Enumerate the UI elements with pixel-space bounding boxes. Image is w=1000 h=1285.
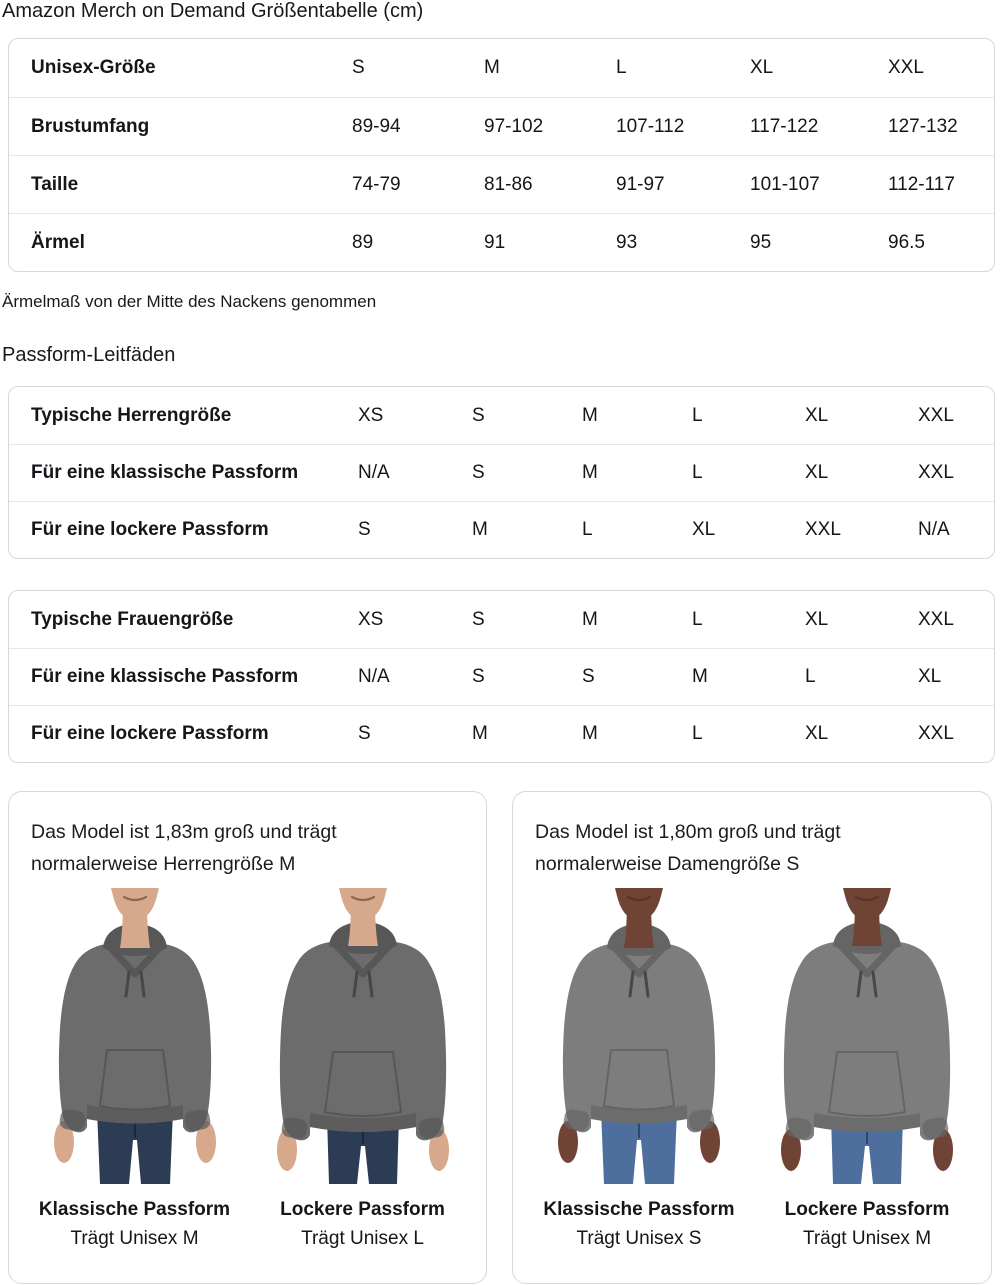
- size-label: Trägt Unisex M: [70, 1228, 199, 1249]
- size-label: Trägt Unisex M: [802, 1228, 932, 1249]
- unisex-size-table: [8, 38, 995, 272]
- size-cell: M: [692, 666, 708, 687]
- size-cell: S: [358, 723, 371, 744]
- size-cell: S: [582, 666, 595, 687]
- size-cell: N/A: [918, 519, 950, 540]
- size-cell: S: [472, 462, 485, 483]
- size-cell: S: [472, 404, 485, 426]
- row-label: Typische Frauengröße: [31, 608, 234, 630]
- size-cell: XL: [918, 666, 942, 687]
- fit-label: Klassische Passform: [543, 1199, 735, 1220]
- size-cell: S: [358, 519, 371, 540]
- model-figure: [769, 888, 965, 1250]
- table-row: [9, 444, 994, 501]
- model-cards: [8, 791, 992, 1284]
- size-cell: 95: [750, 231, 772, 253]
- size-cell: L: [692, 404, 703, 426]
- model-description: Das Model ist 1,83m groß und trägt normalerweise Herrengröße M: [31, 821, 337, 875]
- table-row: [9, 387, 994, 444]
- model-figure: [541, 888, 737, 1250]
- size-cell: XXL: [918, 404, 954, 426]
- model-figure: [265, 888, 461, 1250]
- model-card-men: [8, 791, 487, 1284]
- hoodie-figure-icon: [265, 888, 461, 1184]
- size-cell: 127-132: [888, 115, 958, 137]
- row-label: Unisex-Größe: [31, 57, 156, 78]
- size-cell: S: [472, 666, 485, 687]
- model-description: Das Model ist 1,80m groß und trägt normalerweise Damengröße S: [535, 821, 841, 875]
- size-cell: XS: [358, 608, 384, 630]
- photo-caption: [37, 1199, 233, 1250]
- photo-caption: [769, 1199, 965, 1250]
- size-cell: M: [472, 723, 488, 744]
- table-row: [9, 39, 994, 97]
- row-label: Für eine lockere Passform: [31, 519, 269, 540]
- size-cell: M: [484, 57, 500, 78]
- size-cell: 91: [484, 231, 506, 253]
- fit-label: Lockere Passform: [280, 1199, 445, 1220]
- size-cell: M: [582, 462, 598, 483]
- hoodie-figure-icon: [37, 888, 233, 1184]
- model-photos: [535, 888, 971, 1250]
- womens-fit-table: [8, 590, 995, 763]
- row-label: Ärmel: [31, 231, 85, 253]
- row-label: Typische Herrengröße: [31, 404, 232, 426]
- size-cell: M: [472, 519, 488, 540]
- size-cell: XXL: [918, 462, 954, 483]
- model-photos: [31, 888, 466, 1250]
- size-cell: XL: [692, 519, 716, 540]
- fit-guides-heading: Passform-Leitfäden: [2, 344, 176, 366]
- size-cell: 112-117: [888, 173, 955, 195]
- size-cell: 89-94: [352, 115, 401, 137]
- row-label: Taille: [31, 173, 79, 195]
- size-cell: 96.5: [888, 231, 925, 253]
- model-figure: [37, 888, 233, 1250]
- photo-caption: [265, 1199, 461, 1250]
- row-label: Brustumfang: [31, 115, 150, 137]
- row-label: Für eine lockere Passform: [31, 723, 269, 744]
- size-cell: XL: [750, 57, 774, 78]
- photo-caption: [541, 1199, 737, 1250]
- size-cell: L: [805, 666, 816, 687]
- table-row: [9, 591, 994, 648]
- size-cell: N/A: [358, 462, 390, 483]
- size-cell: 101-107: [750, 173, 820, 195]
- size-cell: XS: [358, 404, 384, 426]
- fit-label: Klassische Passform: [38, 1199, 231, 1220]
- size-cell: 107-112: [616, 115, 685, 137]
- size-cell: L: [692, 462, 703, 483]
- model-photo-classic-fit: [37, 888, 233, 1184]
- size-cell: XL: [805, 723, 829, 744]
- size-cell: M: [582, 608, 598, 630]
- mens-fit-table: [8, 386, 995, 559]
- size-cell: XXL: [805, 519, 841, 540]
- fit-label: Lockere Passform: [784, 1199, 950, 1220]
- hoodie-figure-icon: [769, 888, 965, 1184]
- size-cell: 117-122: [750, 115, 819, 137]
- size-cell: XXL: [918, 608, 954, 630]
- size-cell: 93: [616, 231, 638, 253]
- size-cell: 97-102: [484, 115, 544, 137]
- size-cell: XL: [805, 462, 829, 483]
- size-cell: S: [472, 608, 485, 630]
- model-photo-classic-fit: [541, 888, 737, 1184]
- size-cell: M: [582, 723, 598, 744]
- hoodie-figure-icon: [541, 888, 737, 1184]
- size-label: Trägt Unisex L: [301, 1228, 424, 1249]
- size-cell: 74-79: [352, 173, 401, 195]
- table-row: [9, 213, 994, 271]
- size-cell: L: [692, 608, 703, 630]
- model-photo-loose-fit: [265, 888, 461, 1184]
- row-label: Für eine klassische Passform: [31, 666, 299, 687]
- page-title: Amazon Merch on Demand Größentabelle (cm): [2, 0, 424, 22]
- row-label: Für eine klassische Passform: [31, 462, 299, 483]
- size-cell: 91-97: [616, 173, 665, 195]
- size-cell: XL: [805, 404, 829, 426]
- size-cell: L: [582, 519, 593, 540]
- model-photo-loose-fit: [769, 888, 965, 1184]
- sleeve-measure-note: Ärmelmaß von der Mitte des Nackens genommen: [2, 292, 377, 311]
- size-cell: S: [352, 57, 365, 78]
- model-card-women: [512, 791, 992, 1284]
- size-cell: M: [582, 404, 598, 426]
- size-cell: XL: [805, 608, 829, 630]
- size-cell: 89: [352, 231, 374, 253]
- size-cell: 81-86: [484, 173, 533, 195]
- table-row: [9, 705, 994, 762]
- table-row: [9, 97, 994, 155]
- size-cell: XXL: [918, 723, 954, 744]
- size-cell: L: [692, 723, 703, 744]
- size-cell: L: [616, 57, 627, 78]
- size-cell: N/A: [358, 666, 390, 687]
- table-row: [9, 501, 994, 558]
- table-row: [9, 648, 994, 705]
- size-label: Trägt Unisex S: [576, 1228, 702, 1249]
- table-row: [9, 155, 994, 213]
- size-cell: XXL: [888, 57, 924, 78]
